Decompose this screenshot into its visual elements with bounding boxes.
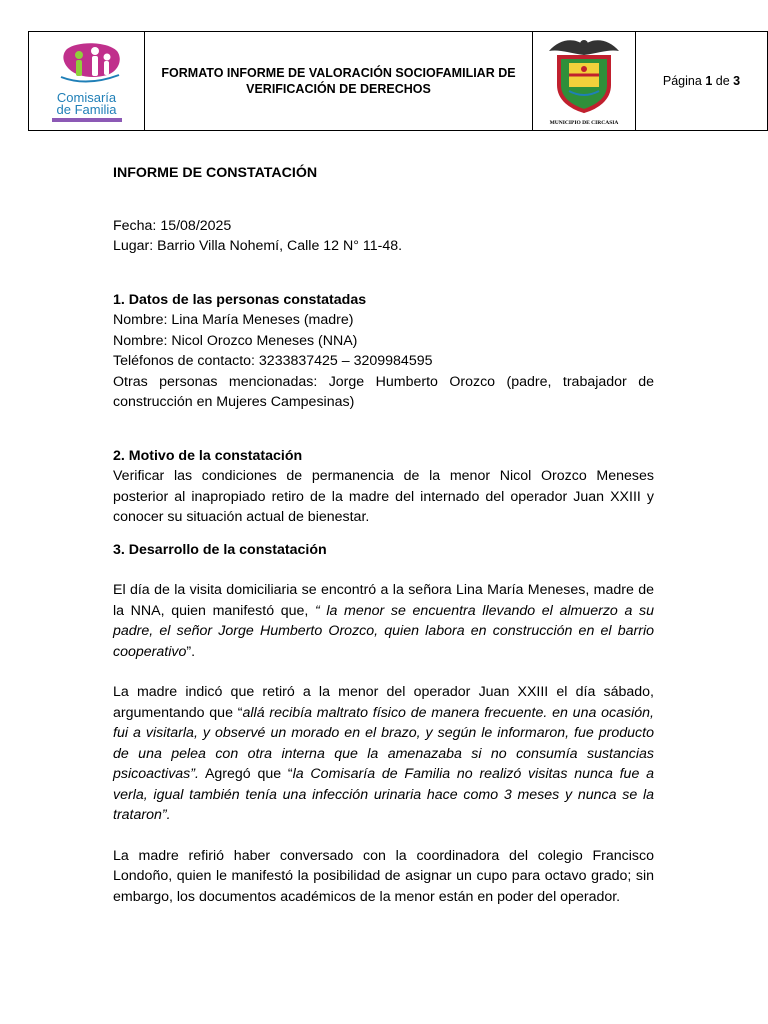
municipal-coat-of-arms-icon: [539, 33, 629, 117]
document-title: [145, 32, 533, 131]
person-name-child: Nombre: Nicol Orozco Meneses (NNA): [113, 332, 358, 349]
section-3-title: 3. Desarrollo de la constatación: [113, 541, 327, 558]
p2-quote-1: allá recibía maltrato físico de manera frecuente. en una ocasión, fui a visitarla, y observé un morado en el brazo, y según le informaron, fue producto de una pelea con otra interna que la amenazaba si no consumía sustancias psicoactivas”.: [113, 704, 654, 782]
title-line-2: VERIFICACIÓN DE DERECHOS: [246, 82, 431, 96]
p2-text-b: Agregó que “: [198, 766, 293, 782]
municipal-seal-cell: [533, 32, 636, 131]
contact-phones: Teléfonos de contacto: 3233837425 – 3209984595: [113, 353, 433, 369]
p2-quote-2: la Comisaría de Familia no realizó visitas nunca fue a verla, igual también tenía una infección urinaria hace como 3 meses y nunca se la trataron”.: [113, 766, 654, 823]
logo-text-line1: Comisaría: [56, 89, 117, 105]
document-header: [28, 31, 768, 131]
seal-caption: MUNICIPIO DE CIRCASIA: [549, 120, 619, 126]
section-3-paragraph-2: [113, 682, 654, 826]
page-word: Página: [662, 74, 702, 88]
logo-underline: [52, 118, 122, 122]
report-heading: INFORME DE CONSTATACIÓN: [113, 165, 318, 181]
p1-quote: “ la menor se encuentra llevando el almuerzo a su padre, el señor Jorge Humberto Orozco, quien labora en construcción en el barrio cooperativo: [113, 602, 654, 660]
report-body: [113, 163, 654, 907]
title-line-1: FORMATO INFORME DE VALORACIÓN SOCIOFAMILIAR DE: [161, 66, 516, 80]
comisaria-family-logo-icon: [47, 41, 127, 87]
other-persons: Otras personas mencionadas: Jorge Humberto Orozco (padre, trabajador de construcción en Mujeres Campesinas): [113, 373, 654, 410]
section-2-text: Verificar las condiciones de permanencia de la menor Nicol Orozco Meneses posterior al inapropiado retiro de la madre del internado del operador Juan XXIII y conocer su situación actual de bienestar.: [113, 468, 654, 525]
section-2-title: 2. Motivo de la constatación: [113, 447, 303, 464]
section-1-title: 1. Datos de las personas constatadas: [113, 291, 367, 308]
report-date: Fecha: 15/08/2025: [113, 217, 232, 234]
p1-text: El día de la visita domiciliaria se encontró a la señora Lina María Meneses, madre de la NNA, quien manifestó que,: [113, 582, 654, 619]
comisaria-logo-cell: [29, 32, 145, 131]
section-3-paragraph-3: La madre refirió haber conversado con la coordinadora del colegio Francisco Londoño, quien le manifestó la posibilidad de asignar un cupo para octavo grado; sin embargo, los documentos académicos de la menor están en poder del operador.: [113, 847, 654, 905]
page-indicator: [636, 32, 768, 131]
page-number: 1: [705, 74, 713, 88]
p1-end: ”.: [186, 643, 196, 660]
p2-text-a: La madre indicó que retiró a la menor del operador Juan XXIII el día sábado, argumentando que “: [113, 684, 654, 721]
page-of-word: de: [715, 74, 730, 88]
page-total: 3: [733, 74, 741, 88]
report-location: Lugar: Barrio Villa Nohemí, Calle 12 N° 11-48.: [113, 238, 403, 254]
logo-text-line2: de Familia: [56, 101, 117, 117]
section-3-paragraph-1: [113, 580, 654, 662]
person-name-mother: Nombre: Lina María Meneses (madre): [113, 312, 354, 328]
